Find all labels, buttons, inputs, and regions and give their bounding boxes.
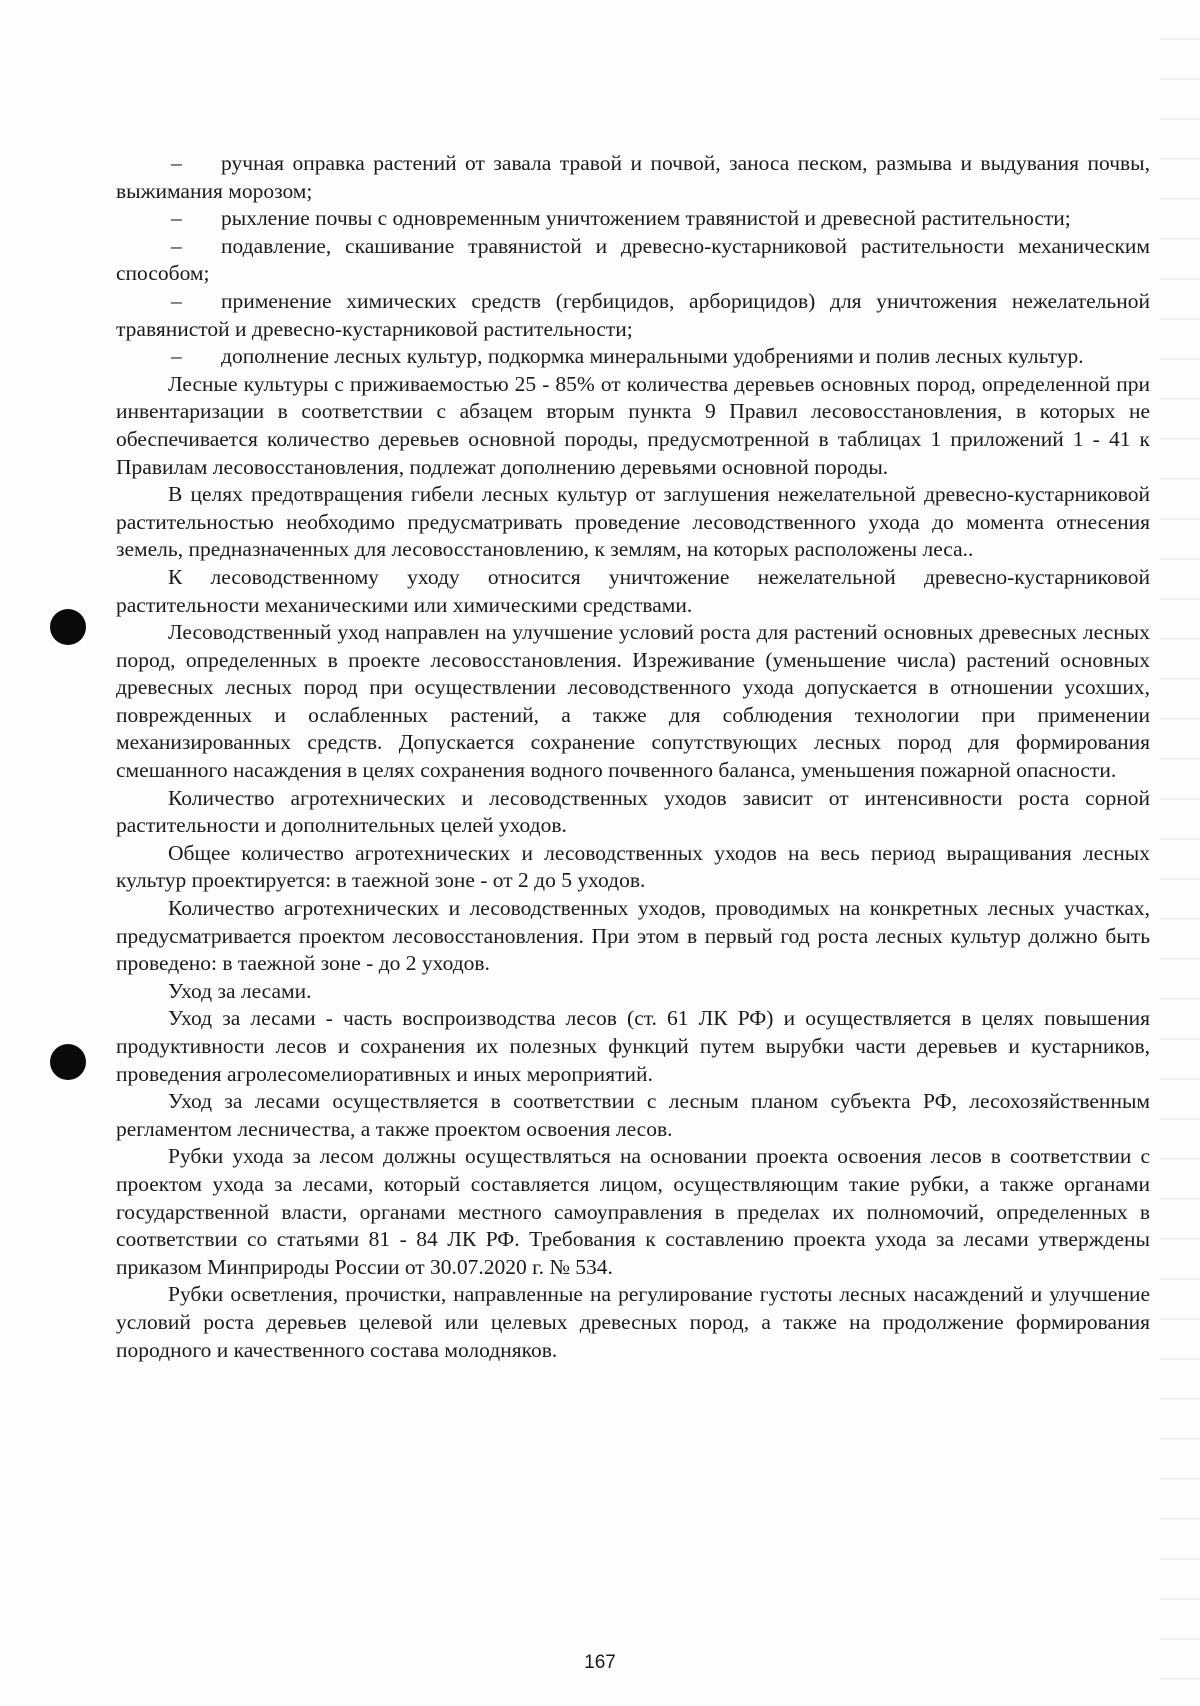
list-item	[116, 343, 1150, 371]
punch-hole-bottom	[50, 1044, 86, 1080]
list-item-text: рыхление почвы с одновременным уничтожением травянистой и древесной растительности;	[221, 206, 1071, 231]
bullet-marker: –	[171, 233, 182, 258]
paragraph: Уход за лесами - часть воспроизводства лесов (ст. 61 ЛК РФ) и осуществляется в целях повышения продуктивности лесов и сохранения их полезных функций путем вырубки части деревьев и кустарников, проведения агролесомелиоративных и иных мероприятий.	[116, 1006, 1150, 1086]
paragraph: Количество агротехнических и лесоводственных уходов зависит от интенсивности роста сорной растительности и дополнительных целей уходов.	[116, 785, 1150, 838]
paragraph: Лесные культуры с приживаемостью 25 - 85% от количества деревьев основных пород, определенной при инвентаризации в соответствии с абзацем вторым пункта 9 Правил лесовосстановления, в которых не обеспечивается количество деревьев основной породы, предусмотренной в таблицах 1 приложений 1 - 41 к Правилам лесовосстановления, подлежат дополнению деревьями основной породы.	[116, 371, 1150, 479]
bullet-marker: –	[171, 344, 182, 369]
bullet-marker: –	[171, 151, 182, 175]
bullet-marker: –	[171, 288, 182, 313]
punch-hole-top	[50, 609, 86, 645]
paragraph: В целях предотвращения гибели лесных культур от заглушения нежелательной древесно-кустарниковой растительностью необходимо предусматривать проведение лесоводственного ухода до момента отнесения земель, предназначенных для лесовосстановлению, к землям, на которых расположены леса..	[116, 482, 1150, 562]
paragraph: Количество агротехнических и лесоводственных уходов, проводимых на конкретных лесных участках, предусматривается проектом лесовосстановления. При этом в первый год роста лесных культур должно быть проведено: в таежной зоне - до 2 уходов.	[116, 896, 1150, 976]
paragraph: Рубки осветления, прочистки, направленные на регулирование густоты лесных насаждений и улучшение условий роста деревьев целевой или целевых древесных пород, а также на продолжение формирования породного и качественного состава молодняков.	[116, 1282, 1150, 1362]
paragraph: Уход за лесами осуществляется в соответствии с лесным планом субъекта РФ, лесохозяйственным регламентом лесничества, а также проектом освоения лесов.	[116, 1089, 1150, 1141]
paragraph: Лесоводственный уход направлен на улучшение условий роста для растений основных древесных лесных пород, определенных в проекте лесовосстановления. Изреживание (уменьшение числа) растений основных древесных лесных пород при осуществлении лесоводственного ухода допускается в отношении усохших, поврежденных и ослабленных растений, а также для соблюдения технологии при применении механизированных средств. Допускается сохранение сопутствующих лесных пород для формирования смешанного насаждения в целях сохранения водного почвенного баланса, уменьшения пожарной опасности.	[116, 620, 1150, 783]
document-body	[116, 150, 1150, 1364]
list-item	[116, 233, 1150, 288]
list-item-text: ручная оправка растений от завала травой и почвой, заноса песком, размыва и выдувания почвы, выжимания морозом;	[116, 151, 1150, 203]
list-item-text: подавление, скашивание травянистой и древесно-кустарниковой растительности механическим способом;	[116, 233, 1150, 286]
list-item	[116, 288, 1150, 343]
section-heading: Уход за лесами.	[168, 978, 312, 1003]
list-item-text: применение химических средств (гербицидов, арборицидов) для уничтожения нежелательной травянистой и древесно-кустарниковой растительности;	[116, 288, 1150, 341]
paragraph: К лесоводственному уходу относится уничтожение нежелательной древесно-кустарниковой растительности механическими или химическими средствами.	[116, 564, 1150, 617]
scan-edge-artifacts	[1160, 0, 1200, 1706]
bullet-marker: –	[171, 206, 182, 231]
list-item-text: дополнение лесных культур, подкормка минеральными удобрениями и полив лесных культур.	[221, 344, 1084, 369]
paragraph: Рубки ухода за лесом должны осуществляться на основании проекта освоения лесов в соответствии с проектом ухода за лесами, который составляется лицом, осуществляющим такие рубки, а также органами государственной власти, органами местного самоуправления в пределах их полномочий, определенных в соответствии со статьями 81 - 84 ЛК РФ. Требования к составлению проекта ухода за лесами утверждены приказом Минприроды России от 30.07.2020 г. № 534.	[116, 1144, 1150, 1279]
list-item	[116, 205, 1150, 233]
list-item	[116, 150, 1150, 205]
page-number: 167	[584, 1652, 616, 1673]
paragraph: Общее количество агротехнических и лесоводственных уходов на весь период выращивания лесных культур проектируется: в таежной зоне - от 2 до 5 уходов.	[116, 840, 1150, 893]
